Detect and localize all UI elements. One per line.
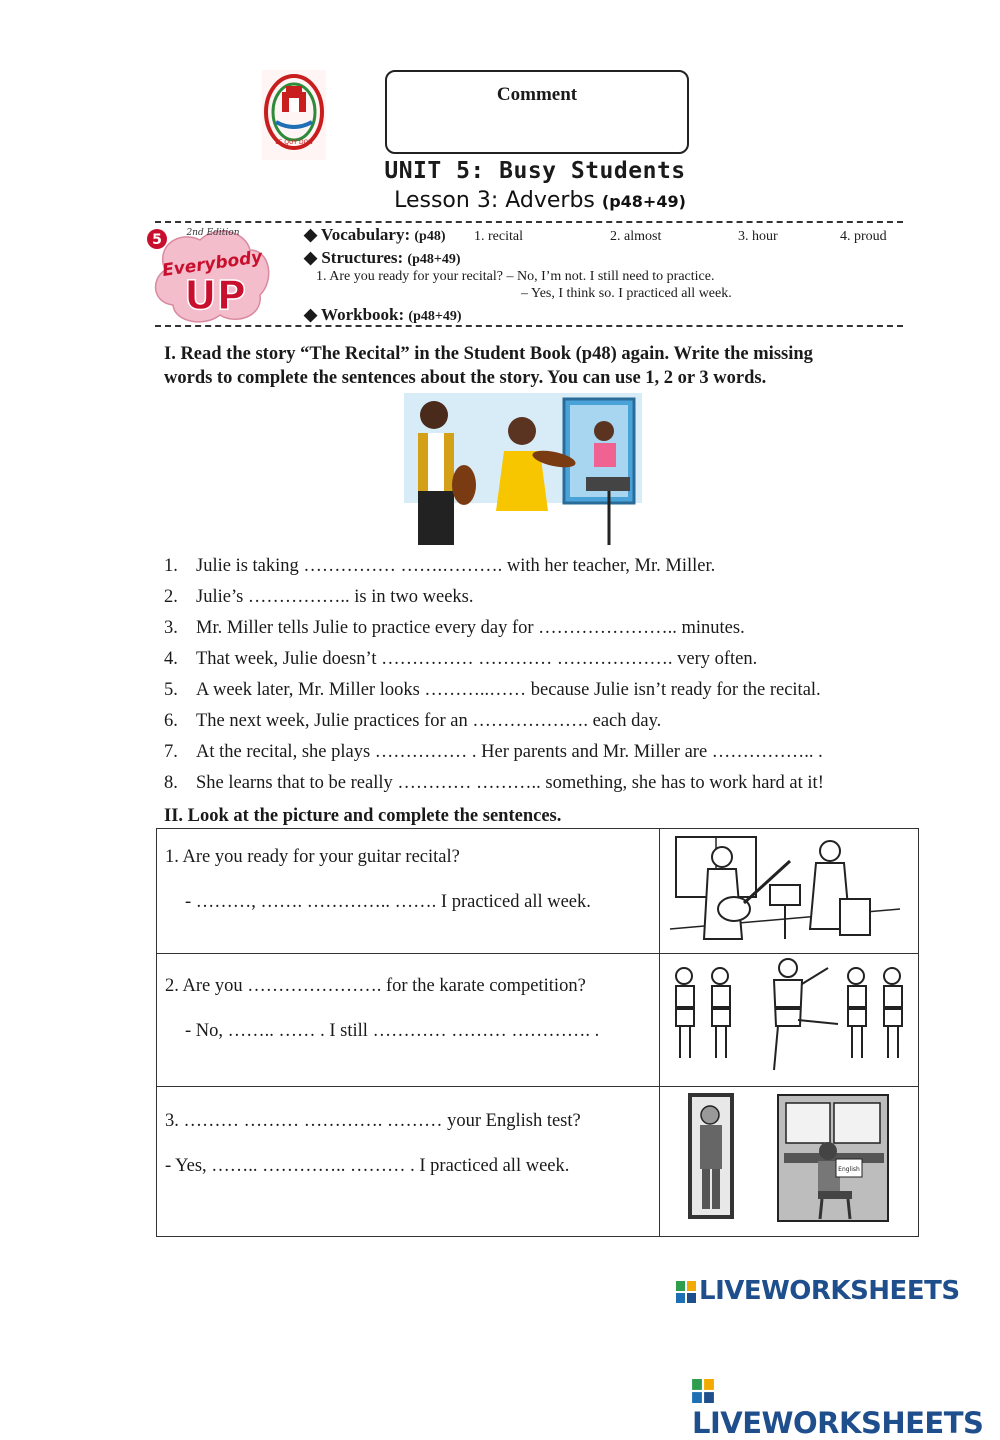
unit-title: UNIT 5: Busy Students (384, 158, 686, 184)
liveworksheets-watermark-2 (692, 1372, 1000, 1440)
recital-illustration (404, 393, 642, 545)
logo-edition: 2nd Edition (186, 228, 240, 238)
section2-heading: II. Look at the picture and complete the sentences. (164, 806, 562, 826)
structure-line-1: 1. Are you ready for your recital? – No, I’m not. I still need to practice. (316, 269, 715, 284)
question-item (164, 587, 474, 608)
question-number: 7. (164, 742, 178, 762)
exercise-2-question: 2. Are you …………………. for the karate competition? (165, 976, 586, 996)
structures-pages: (p48+49) (407, 252, 461, 267)
exercise-row-2 (157, 954, 919, 1087)
question-text[interactable]: That week, Julie doesn’t …………… ………… ………………. very often. (196, 649, 758, 669)
question-text[interactable]: At the recital, she plays …………… . Her parents and Mr. Miller are …………….. . (196, 742, 823, 762)
school-crest-logo (262, 70, 326, 160)
workbook-label: Workbook: (321, 305, 405, 324)
lesson-title (300, 188, 780, 213)
workbook-row (304, 305, 462, 325)
dashed-divider-top (155, 221, 903, 223)
question-number: 1. (164, 556, 178, 576)
question-number: 2. (164, 587, 178, 607)
workbook-bullet: ◆ (304, 305, 322, 324)
lesson-pages: (p48+49) (601, 192, 686, 211)
question-number: 4. (164, 649, 178, 669)
guitar-recital-picture (660, 829, 918, 947)
logo-line1: Everybody (161, 247, 264, 281)
question-text[interactable]: Mr. Miller tells Julie to practice every day for ………………….. minutes. (196, 618, 745, 638)
question-item (164, 618, 745, 639)
question-item (164, 773, 824, 794)
lesson-title-text: Lesson 3: Adverbs (394, 188, 595, 213)
question-text[interactable]: The next week, Julie practices for an ………………. each day. (196, 711, 662, 731)
section1-heading-line1: I. Read the story “The Recital” in the Student Book (p48) again. Write the missing (164, 344, 813, 364)
question-number: 5. (164, 680, 178, 700)
vocab-item-3: 3. hour (738, 229, 778, 244)
logo-level: 5 (152, 232, 162, 248)
vocab-pages: (p48) (414, 229, 446, 244)
question-item (164, 711, 661, 732)
structures-label: Structures: (321, 248, 404, 267)
liveworksheets-watermark (676, 1276, 960, 1306)
structures-row (304, 248, 461, 268)
exercise-1-question: 1. Are you ready for your guitar recital? (165, 847, 460, 867)
exercise-picture-cell (660, 829, 919, 954)
karate-picture (660, 954, 918, 1080)
watermark-text: LIVEWORKSHEETS (699, 1276, 960, 1306)
vocab-item-4: 4. proud (840, 229, 887, 244)
exercise-picture-cell (660, 1087, 919, 1237)
question-text[interactable]: She learns that to be really ………… ……….. something, she has to work hard at it! (196, 773, 824, 793)
vocab-item-2: 2. almost (610, 229, 662, 244)
exercise-2-answer[interactable]: - No, …….. …… . I still ………… ……… …………. . (185, 1021, 600, 1041)
question-number: 6. (164, 711, 178, 731)
exercise-3-answer[interactable]: - Yes, …….. ………….. ……… . I practiced all week. (165, 1156, 570, 1176)
structures-bullet: ◆ (304, 248, 322, 267)
exercise-picture-cell (660, 954, 919, 1087)
exercise-table (156, 828, 919, 1237)
question-text[interactable]: Julie is taking …………… …….………. with her teacher, Mr. Miller. (196, 556, 716, 576)
liveworksheets-icon (676, 1281, 696, 1303)
exercise-row-1 (157, 829, 919, 954)
everybody-up-logo (145, 225, 280, 325)
comment-box[interactable] (385, 70, 689, 154)
exercise-3-question: 3. ……… ……… …………. ……… your English test? (165, 1111, 581, 1131)
dashed-divider-bottom (155, 325, 903, 327)
section1-heading-line2: words to complete the sentences about the story. You can use 1, 2 or 3 words. (164, 368, 767, 388)
structure-line-2: – Yes, I think so. I practiced all week. (521, 286, 732, 301)
question-item (164, 742, 823, 763)
comment-label: Comment (496, 84, 578, 105)
exercise-text-cell (157, 829, 660, 954)
question-item (164, 649, 757, 670)
question-item (164, 680, 821, 701)
exercise-row-3 (157, 1087, 919, 1237)
exercise-text-cell (157, 1087, 660, 1237)
question-item (164, 556, 715, 577)
english-test-picture (660, 1087, 918, 1230)
watermark-text-2: LIVEWORKSHEETS (692, 1406, 984, 1440)
crest-text: LE QUY DON (275, 139, 313, 146)
question-text[interactable]: A week later, Mr. Miller looks ………..…… because Julie isn’t ready for the recital. (196, 680, 821, 700)
question-text[interactable]: Julie’s …………….. is in two weeks. (196, 587, 474, 607)
vocab-item-1: 1. recital (474, 229, 523, 244)
exercise-1-answer[interactable]: - ………, ……. ………….. ……. I practiced all week. (185, 892, 591, 912)
section1-heading (164, 342, 924, 390)
workbook-pages: (p48+49) (408, 309, 462, 324)
logo-line2: UP (184, 273, 246, 319)
vocab-bullet: ◆ (304, 225, 322, 244)
vocab-label: Vocabulary: (321, 225, 411, 244)
question-number: 8. (164, 773, 178, 793)
question-number: 3. (164, 618, 178, 638)
exercise-text-cell (157, 954, 660, 1087)
liveworksheets-icon (692, 1379, 714, 1403)
book-label: English (838, 1166, 860, 1173)
vocabulary-row (304, 225, 904, 245)
